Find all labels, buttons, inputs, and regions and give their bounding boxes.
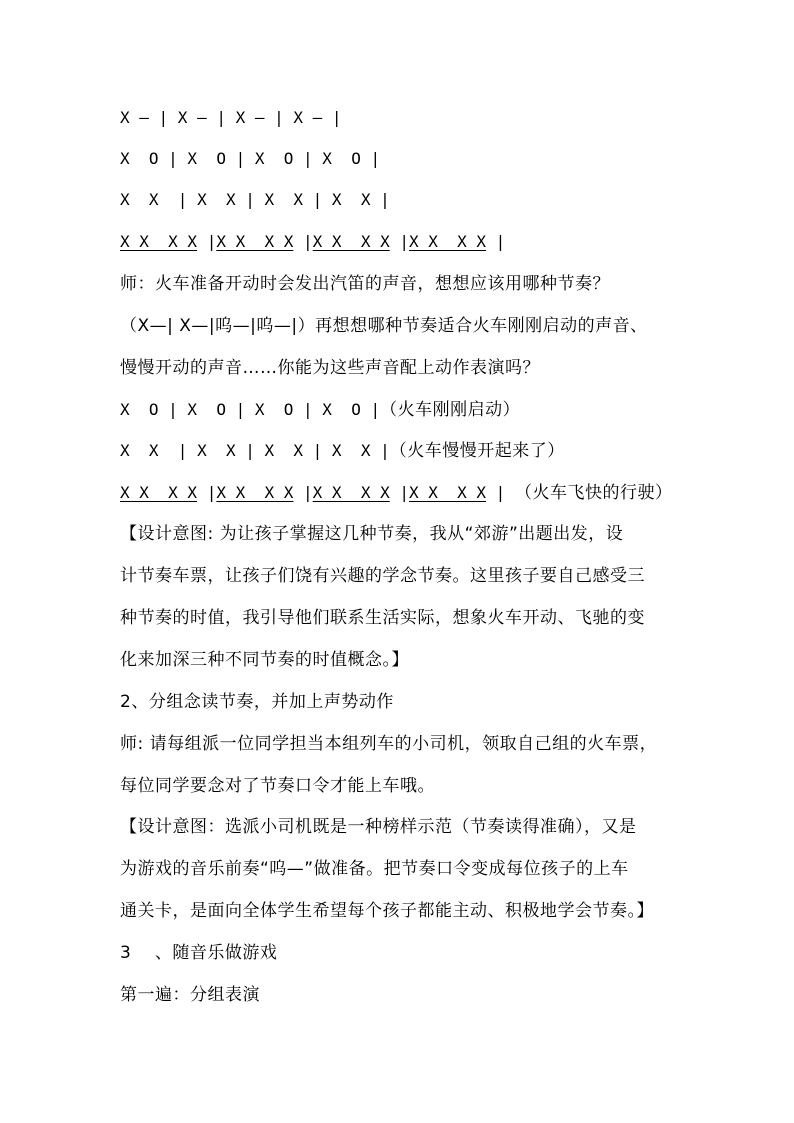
section-heading-2: 2、分组念读节奏，并加上声势动作 [120, 692, 394, 712]
text-line: 慢慢开动的声音……你能为这些声音配上动作表演吗？ [120, 358, 540, 378]
text-line: 化来加深三种不同节奏的时值概念。】 [120, 650, 409, 670]
text-line: 为游戏的音乐前奏“呜—”做准备。把节奏口令变成每位孩子的上车 [120, 859, 629, 879]
text-line: 每位同学要念对了节奏口令才能上车哦。 [120, 776, 435, 796]
text-line: 种节奏的时值，我引导他们联系生活实际，想象火车开动、飞驰的变 [120, 608, 645, 628]
rhythm-row-quarter-rest: X O | X O | X O | X O | [120, 149, 381, 168]
rhythm-group: X X X X [216, 232, 294, 251]
teacher-line-1: 师：火车准备开动时会发出汽笛的声音，想想应该用哪种节奏？ [120, 274, 610, 294]
rhythm-group: X X X X [120, 483, 198, 502]
rhythm-note: （火车飞快的行驶） [514, 483, 673, 503]
rhythm-group: X X X X [312, 232, 390, 251]
rhythm-group: X X X X [216, 483, 294, 502]
design-intent-1: 【设计意图: 为让孩子掌握这几种节奏，我从“郊游”出题出发，设 [120, 524, 624, 544]
section-heading-3: 3 、随音乐做游戏 [120, 943, 278, 963]
rhythm-row-eighth-notes: X X X X |X X X X |X X X X |X X X X | [120, 232, 506, 251]
rhythm-group: X X X X [120, 232, 198, 251]
rhythm-row-half-notes: X — | X — | X — | X — | [120, 108, 342, 127]
rhythm-note: （火车刚刚启动） [380, 400, 521, 420]
rhythm-row-annotated: X X X X |X X X X |X X X X |X X X X | （火车飞快的行驶） [120, 483, 673, 503]
rhythm-pattern: X X | X X | X X | X X | [120, 441, 390, 460]
rhythm-group: X X X X [408, 232, 487, 251]
text-line: 计节奏车票，让孩子们饶有兴趣的学念节奏。这里孩子要自己感受三 [120, 566, 645, 586]
text-line: 通关卡，是面向全体学生希望每个孩子都能主动、积极地学会节奏。】 [120, 901, 654, 921]
rhythm-group: X X X X [312, 483, 390, 502]
rhythm-row-quarter-notes: X X | X X | X X | X X | [120, 190, 390, 209]
rhythm-pattern: X O | X O | X O | X O | [120, 400, 381, 419]
rhythm-row-annotated [120, 398, 520, 422]
teacher-line-2: 师: 请每组派一位同学担当本组列车的小司机，领取自己组的火车票， [120, 734, 658, 754]
text-line: （X—| X—|呜—|呜—|）再想想哪种节奏适合火车刚刚启动的声音、 [120, 316, 648, 336]
rhythm-row-annotated [120, 439, 565, 463]
rhythm-group: X X X X [408, 483, 487, 502]
subsection-heading: 第一遍：分组表演 [120, 985, 260, 1005]
rhythm-note: （火车慢慢开起来了） [389, 441, 565, 461]
design-intent-2: 【设计意图：选派小司机既是一种榜样示范（节奏读得准确），又是 [120, 817, 637, 837]
